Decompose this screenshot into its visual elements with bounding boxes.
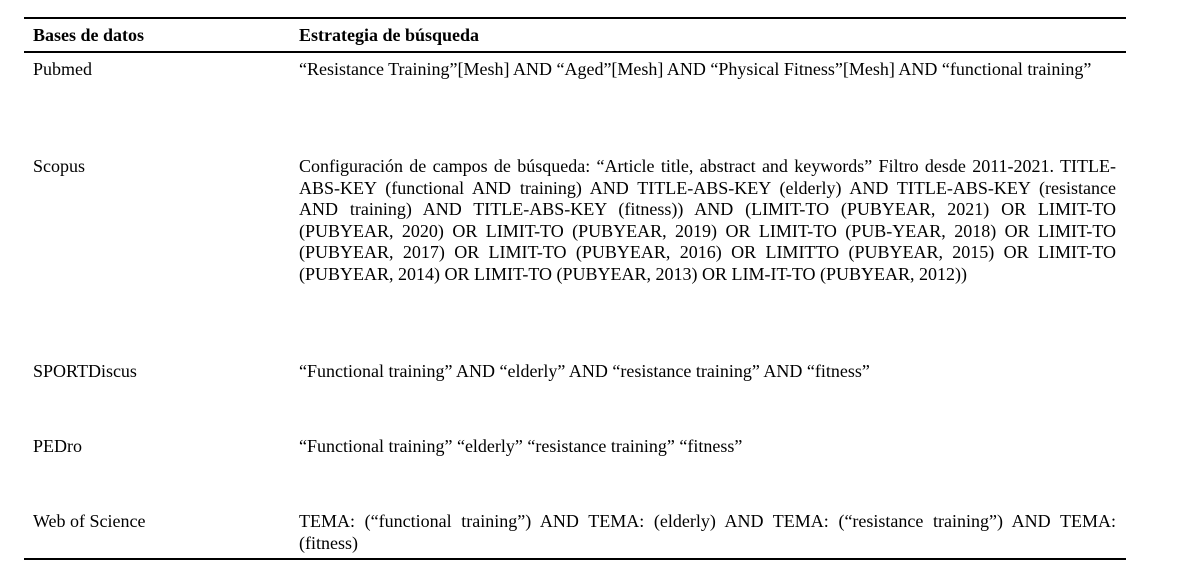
row-database-scopus: Scopus	[33, 156, 86, 176]
row-database-sportdiscus: SPORTDiscus	[33, 361, 137, 381]
row-database-web-of-science: Web of Science	[33, 511, 146, 531]
row-database-pedro: PEDro	[33, 436, 82, 456]
table-header-rule	[24, 51, 1126, 53]
header-databases: Bases de datos	[33, 25, 145, 45]
header-search-strategy: Estrategia de búsqueda	[299, 25, 480, 45]
row-strategy-sportdiscus: “Functional training” AND “elderly” AND “resistance training” AND “fitness”	[299, 361, 870, 381]
table-top-rule	[24, 17, 1126, 19]
row-strategy-pubmed: “Resistance Training”[Mesh] AND “Aged”[Mesh] AND “Physical Fitness”[Mesh] AND “functional training”	[299, 59, 1092, 79]
table-bottom-rule	[24, 558, 1126, 560]
row-strategy-pedro: “Functional training” “elderly” “resistance training” “fitness”	[299, 436, 743, 456]
row-strategy-web-of-science: TEMA: (“functional training”) AND TEMA: (elderly) AND TEMA: (“resistance training”) AND TEMA: (fitness)	[299, 511, 1116, 553]
row-strategy-scopus: Configuración de campos de búsqueda: “Article title, abstract and keywords” Filtro desde 2011-2021. TITLE-ABS-KEY (functional AND training) AND TITLE-ABS-KEY (elderly) AND TITLE-ABS-KEY (resistance AND training) AND TITLE-ABS-KEY (fitness)) AND (LIMIT-TO (PUBYEAR, 2021) OR LIMIT-TO (PUBYEAR, 2020) OR LIMIT-TO (PUBYEAR, 2019) OR LIMIT-TO (PUB-YEAR, 2018) OR LIMIT-TO (PUBYEAR, 2017) OR LIMIT-TO (PUBYEAR, 2016) OR LIMITTO (PUBYEAR, 2015) OR LIMIT-TO (PUBYEAR, 2014) OR LIMIT-TO (PUBYEAR, 2013) OR LIM-IT-TO (PUBYEAR, 2012))	[299, 156, 1116, 284]
row-database-pubmed: Pubmed	[33, 59, 93, 79]
